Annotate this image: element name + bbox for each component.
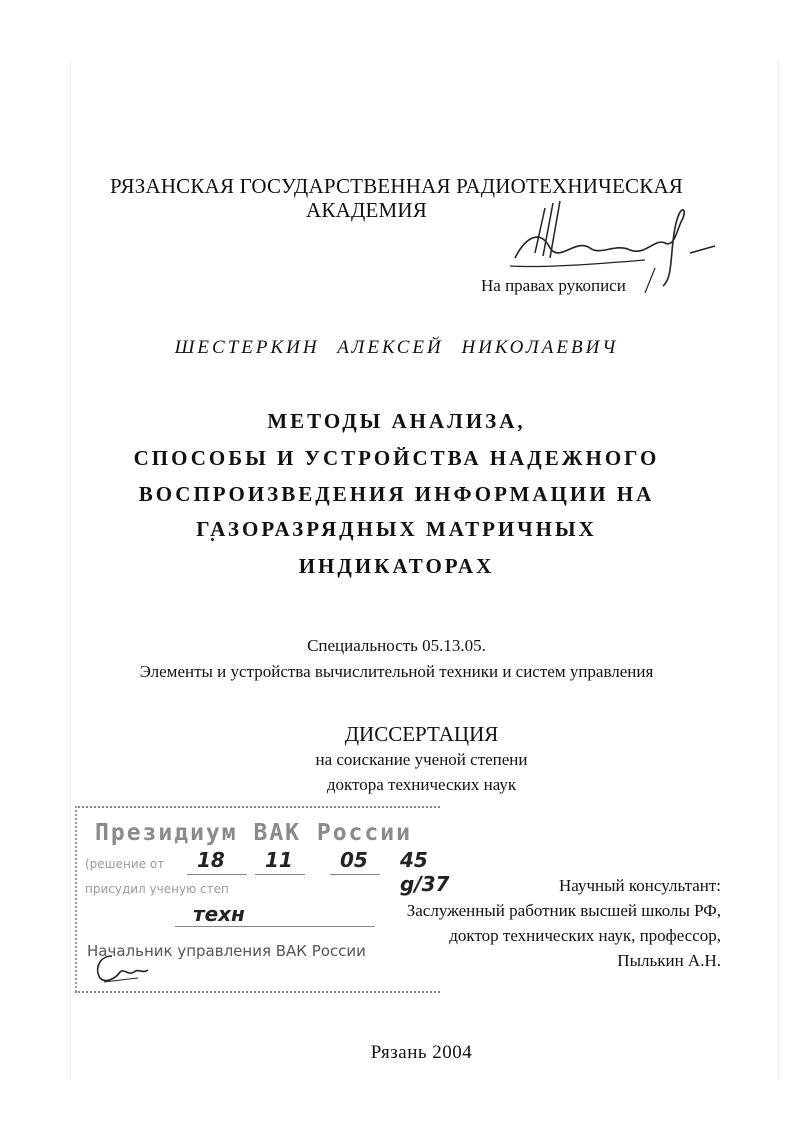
title-line-1: МЕТОДЫ АНАЛИЗА,: [267, 409, 526, 433]
title-line-3: ВОСПРОИЗВЕДЕНИЯ ИНФОРМАЦИИ НА: [138, 482, 655, 506]
author-name: ШЕСТЕРКИН АЛЕКСЕЙ НИКОЛАЕВИЧ: [174, 337, 619, 358]
stamp-year: 05: [340, 848, 368, 872]
stamp-blank-line: [255, 874, 305, 875]
title-line-2: СПОСОБЫ И УСТРОЙСТВА НАДЕЖНОГО: [133, 446, 660, 470]
stamp-blank-line: [187, 874, 247, 875]
stamp-degree-label: присудил ученую степ: [85, 882, 229, 896]
manuscript-note: На правах рукописи: [481, 276, 626, 295]
stamp-border-bottom: [75, 991, 440, 993]
advisor-title-line2: доктор технических наук, профессор,: [449, 926, 721, 945]
dissertation-degree-line2: доктора технических наук: [326, 775, 517, 794]
stamp-blank-line: [330, 874, 380, 875]
stamp-border-left: [75, 806, 77, 992]
institution-name-line1: РЯЗАНСКАЯ ГОСУДАРСТВЕННАЯ РАДИОТЕХНИЧЕСКАЯ: [109, 174, 684, 198]
advisor-role: Научный консультант:: [559, 876, 721, 895]
specialty-name: Элементы и устройства вычислительной техники и систем управления: [139, 662, 654, 681]
stamp-day: 18: [197, 848, 225, 872]
dissertation-title: ДИССЕРТАЦИЯ: [344, 722, 499, 746]
stamp-blank-line: [175, 926, 375, 927]
specialty-code: Специальность 05.13.05.: [307, 636, 486, 655]
institution-name-line2: АКАДЕМИЯ: [306, 198, 427, 222]
dissertation-degree-line1: на соискание ученой степени: [315, 750, 528, 769]
city-year: Рязань 2004: [370, 1042, 473, 1063]
stamp-border-top: [75, 806, 440, 808]
stamp-header: Президиум ВАК России: [95, 820, 412, 846]
stamp-decision-label: (решение от: [85, 857, 165, 871]
stamp-month: 11: [265, 848, 293, 872]
stamp-footer: Начальник управления ВАК России: [87, 942, 366, 960]
stamp-degree-handwritten: техн: [193, 902, 245, 926]
stamp-signature: [90, 948, 160, 988]
advisor-title-line1: Заслуженный работник высшей школы РФ,: [406, 901, 721, 920]
stamp-number: 45 g/37: [400, 848, 450, 896]
title-line-4: ГАЗОРАЗРЯДНЫХ МАТРИЧНЫХ: [196, 517, 597, 541]
scientific-advisor-block: [407, 873, 721, 973]
title-line-5: ИНДИКАТОРАХ: [298, 554, 495, 578]
advisor-name: Пылькин А.Н.: [617, 951, 721, 970]
